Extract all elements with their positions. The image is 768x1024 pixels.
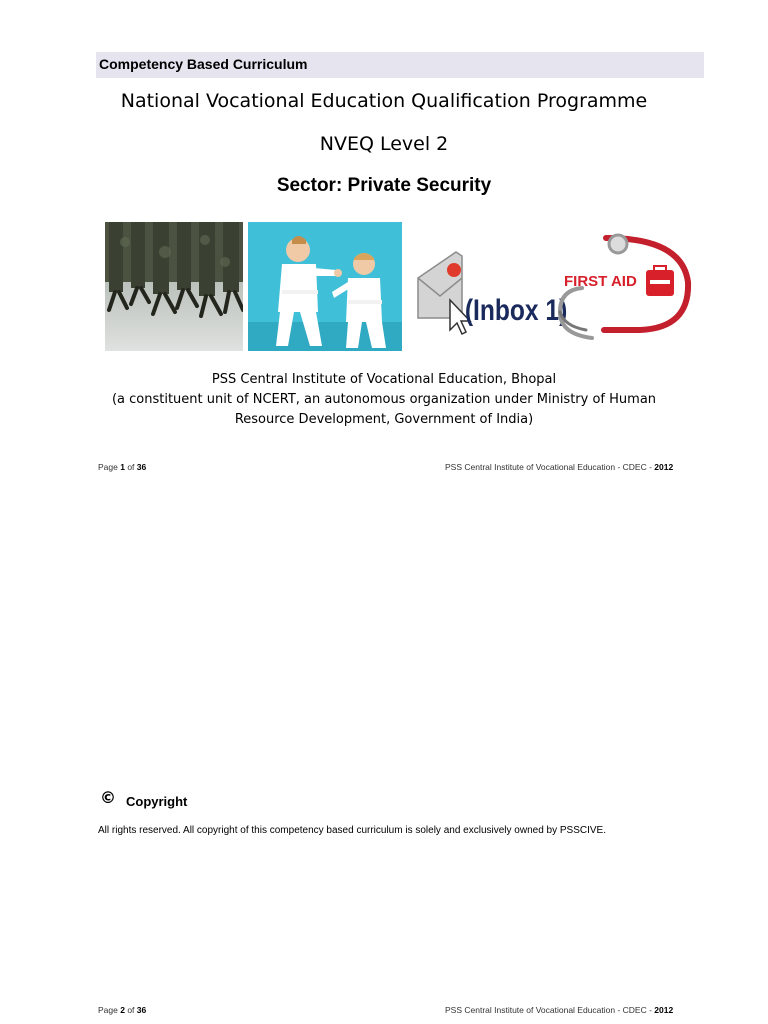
institute-name: PSS Central Institute of Vocational Education, Bhopal [211,372,557,387]
footer-org-text: PSS Central Institute of Vocational Education - CDEC - [445,1005,655,1015]
page-prefix: Page [98,462,121,472]
institute-affiliation-line1: (a constituent unit of NCERT, an autonomous organization under Ministry of Human [111,392,657,407]
page-total: 36 [136,1005,147,1015]
footer-year: 2012 [654,462,674,472]
footer-year: 2012 [654,1005,674,1015]
page-of: of [124,462,137,472]
copyright-heading: Copyright [126,794,188,809]
institute-affiliation-line2: Resource Development, Government of India) [234,412,534,427]
level-title: NVEQ Level 2 [319,133,449,155]
sector-title: Sector: Private Security [276,175,492,196]
first-aid-kit-icon [646,266,674,296]
page-total: 36 [136,462,147,472]
karate-kids-photo [248,222,402,351]
org-footer-1 [445,462,673,472]
inbox-first-aid-graphic [414,230,702,350]
inbox-label: (Inbox 1) [464,292,568,327]
footer-org-text: PSS Central Institute of Vocational Education - CDEC - [445,462,655,472]
header-band-title: Competency Based Curriculum [99,56,308,72]
copyright-icon: © [100,788,116,807]
page-prefix: Page [98,1005,121,1015]
soldiers-photo [105,222,243,351]
page-number-footer-1 [98,462,146,472]
page-of: of [124,1005,137,1015]
page-number-footer-2 [98,1005,146,1015]
page-number: 1 [120,462,125,472]
page-number: 2 [120,1005,125,1015]
first-aid-label: FIRST AID [564,273,637,290]
document-title: National Vocational Education Qualification Programme [120,90,648,112]
rights-statement: All rights reserved. All copyright of this competency based curriculum is solely and exclusively owned by PSSCIVE. [98,825,607,836]
header-band [96,52,704,78]
org-footer-2 [445,1005,673,1015]
